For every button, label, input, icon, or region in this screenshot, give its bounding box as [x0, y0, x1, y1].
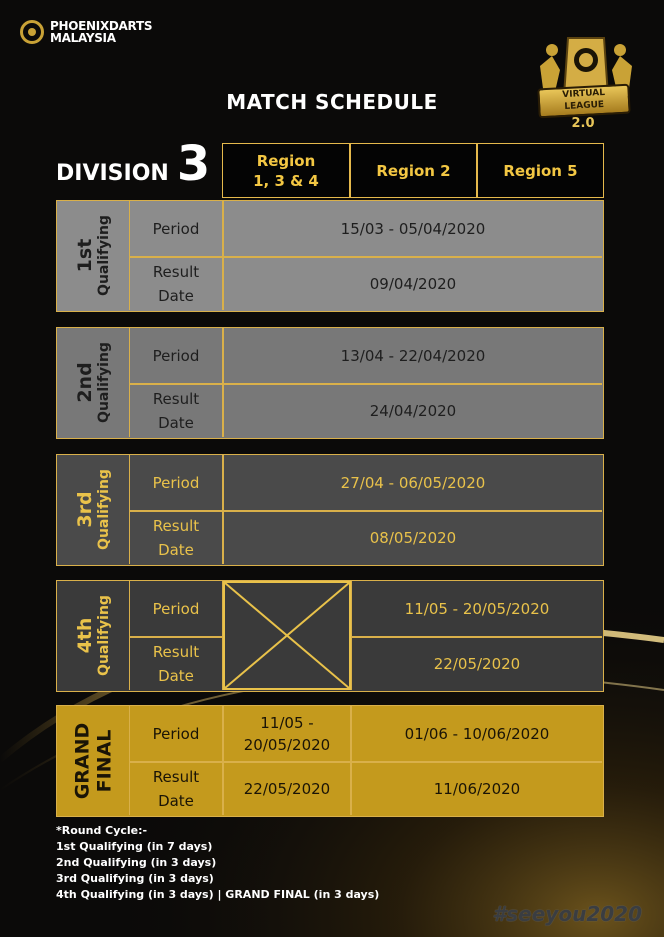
brand-name: PHOENIXDARTS	[50, 19, 153, 33]
cross-out-icon	[225, 583, 349, 688]
note-line: 1st Qualifying (in 7 days)	[56, 840, 213, 853]
hashtag: #seeyou2020	[492, 902, 642, 926]
stage-block-2nd-qualifying	[56, 327, 604, 439]
dart-target-icon	[20, 20, 44, 44]
division-number: 3	[176, 136, 211, 192]
period-value: 15/03 - 05/04/2020	[223, 201, 602, 257]
brand-logo	[20, 20, 152, 44]
region-header-1-3-4: Region 1, 3 & 4	[222, 143, 350, 198]
result-date-value: 11/06/2020	[351, 762, 602, 815]
division-label: DIVISION	[56, 161, 169, 186]
region-header-2: Region 2	[350, 143, 477, 198]
period-label: Period	[130, 455, 223, 511]
stage-label: 1st Qualifying	[57, 201, 130, 310]
brand-region: MALAYSIA	[50, 31, 116, 45]
round-cycle-notes	[56, 823, 379, 903]
page-title: MATCH SCHEDULE	[226, 90, 438, 114]
result-date-label: Result Date	[130, 637, 223, 690]
result-date-label: Result Date	[130, 511, 223, 564]
period-value-region-1-3-4: 11/05 - 20/05/2020	[223, 706, 351, 762]
league-version: 2.0	[571, 116, 595, 131]
stage-block-1st-qualifying	[56, 200, 604, 312]
notes-heading: *Round Cycle:-	[56, 824, 148, 837]
result-date-label: Result Date	[130, 257, 223, 310]
result-date-value: 09/04/2020	[223, 257, 602, 310]
note-line: 2nd Qualifying (in 3 days)	[56, 856, 217, 869]
stage-label: 3rd Qualifying	[57, 455, 130, 564]
not-applicable-cell	[223, 581, 351, 690]
period-value: 11/05 - 20/05/2020	[351, 581, 602, 637]
stage-block-grand-final	[56, 705, 604, 817]
period-label: Period	[130, 328, 223, 384]
stage-label: 4th Qualifying	[57, 581, 130, 690]
region-header-5: Region 5	[477, 143, 604, 198]
stage-block-3rd-qualifying	[56, 454, 604, 566]
period-label: Period	[130, 706, 223, 762]
period-label: Period	[130, 581, 223, 637]
result-date-value: 08/05/2020	[223, 511, 602, 564]
result-date-value: 22/05/2020	[351, 637, 602, 690]
result-date-label: Result Date	[130, 384, 223, 437]
stage-block-4th-qualifying	[56, 580, 604, 692]
result-date-value: 24/04/2020	[223, 384, 602, 437]
period-value: 13/04 - 22/04/2020	[223, 328, 602, 384]
stage-label: 2nd Qualifying	[57, 328, 130, 437]
result-date-label: Result Date	[130, 762, 223, 815]
result-date-value-region-1-3-4: 22/05/2020	[223, 762, 351, 815]
period-value: 27/04 - 06/05/2020	[223, 455, 602, 511]
stage-label: GRAND FINAL	[57, 706, 130, 815]
division-heading	[56, 136, 210, 192]
note-line: 4th Qualifying (in 3 days) | GRAND FINAL (in 3 days)	[56, 888, 380, 901]
period-label: Period	[130, 201, 223, 257]
period-value: 01/06 - 10/06/2020	[351, 706, 602, 762]
virtual-league-badge: VIRTUAL LEAGUE	[537, 84, 630, 119]
note-line: 3rd Qualifying (in 3 days)	[56, 872, 214, 885]
